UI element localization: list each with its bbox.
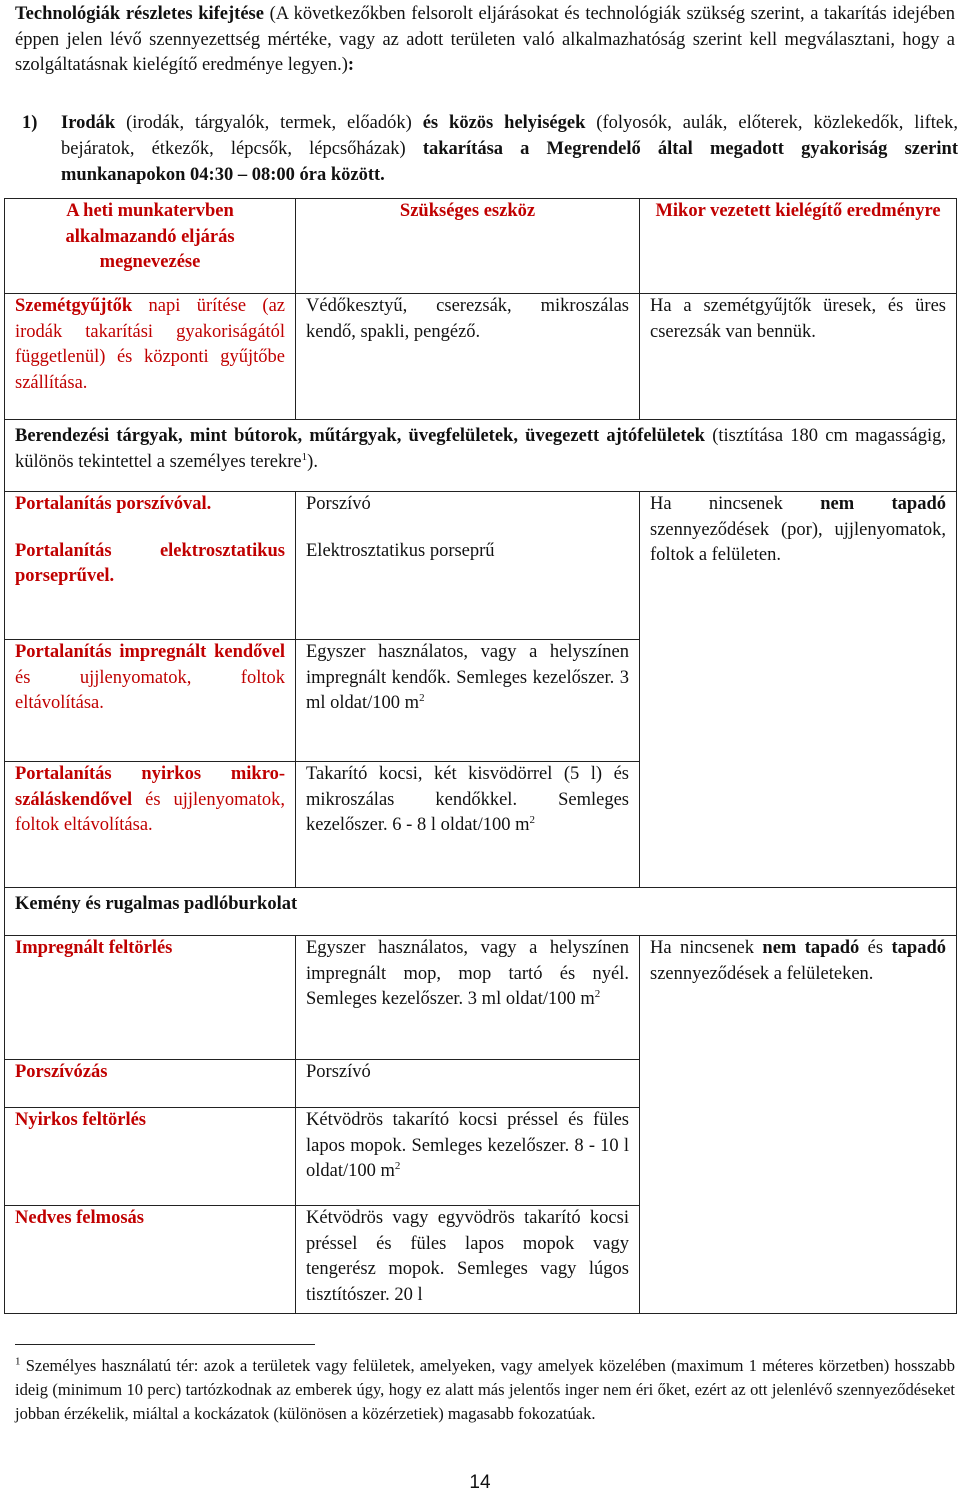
cell-bold: Portalanítás impregnált kendővel xyxy=(15,642,285,662)
cell-text: és xyxy=(859,938,892,958)
superscript: 2 xyxy=(394,1159,401,1172)
intro-text: (A következőkben felsorolt eljárásokat és technológiák szükség szerint, a takarítás idejében éppen jelen lévő szennyezettség mértéke, vagy az adott területen való alkalmazhatóság szerint kell megválasztani, hogy a szolgáltatásnak kielégítő eredménye legyen.) xyxy=(15,4,955,75)
table-cell xyxy=(296,640,640,762)
footnote xyxy=(15,1354,955,1426)
item-text-1: (irodák, tárgyalók, termek, előadók) xyxy=(115,113,423,133)
table-cell: Porszívó xyxy=(296,1060,640,1108)
cell-line: Portalanítás elektrosztatikus porseprűvel. xyxy=(15,540,285,586)
footnote-divider xyxy=(15,1344,315,1345)
table-header-cell: A heti munkatervben alkalmazandó eljárás megnevezése xyxy=(5,199,296,294)
table-cell: Védőkesztyű, cserezsák, mikroszálas kendő, spakli, pengéző. xyxy=(296,294,640,420)
item-bold-2: és közös helyiségek xyxy=(422,113,586,133)
table-cell xyxy=(5,294,296,420)
list-item-1 xyxy=(22,110,958,188)
table-row xyxy=(5,936,957,1060)
cell-text: szennyeződések a felületeken. xyxy=(650,963,874,984)
footnote-number: 1 xyxy=(15,1355,21,1368)
table-cell xyxy=(296,492,640,640)
cell-text: és ujjlenyomatok, foltok eltávolítása. xyxy=(15,667,285,713)
section-end: ). xyxy=(307,451,318,472)
procedure-table xyxy=(4,198,957,1314)
cell-bold: Szemétgyűjtők xyxy=(15,296,133,316)
item-bold-1: Irodák xyxy=(61,113,116,133)
table-cell xyxy=(640,492,957,888)
table-row xyxy=(5,492,957,640)
item-text-2: (folyosók, aulák, előterek, közlekedők, liftek, bejáratok, étkezők, lépcsők, lépcsőházak) xyxy=(61,113,958,159)
table-row xyxy=(5,294,957,420)
superscript: 2 xyxy=(529,813,535,826)
footnote-ref: 1 xyxy=(301,450,308,463)
table-cell: Ha a szemétgyűjtők üresek, és üres cserezsák van bennük. xyxy=(640,294,957,420)
section-row xyxy=(5,888,957,936)
table-cell xyxy=(296,1108,640,1206)
page-number: 14 xyxy=(469,1472,491,1493)
table-cell xyxy=(296,936,640,1060)
cell-line: Elektrosztatikus porseprű xyxy=(306,540,495,561)
table-cell: Impregnált feltörlés xyxy=(5,936,296,1060)
table-cell: Porszívózás xyxy=(5,1060,296,1108)
table-cell xyxy=(296,762,640,888)
item-bold-3: takarítása a Megrendelő által megadott gyakoriság szerint munkanapokon 04:30 – 08:00 óra között. xyxy=(61,139,958,185)
superscript: 2 xyxy=(594,987,601,1000)
cell-bold: nem tapadó xyxy=(820,494,946,514)
section-cell xyxy=(5,420,957,492)
footnote-text: Személyes használatú tér: azok a területek vagy felületek, amelyeken, vagy amelyek közelében (maximum 1 méteres körzetben) hosszabb ideig (minimum 10 perc) tartózkodnak az emberek úgy, hogy ez alatt más jelentős inger nem éri őket, ezért az ott jelenlévő szennyeződéseket jobban érzékelik, miáltal a kockázatok (különösen a közérzetiek) magasabb fokozatúak. xyxy=(15,1356,955,1423)
intro-colon: : xyxy=(347,55,355,75)
section-row xyxy=(5,420,957,492)
list-item-text xyxy=(61,110,958,188)
cell-line: Portalanítás porszívóval. xyxy=(15,494,212,514)
list-number: 1) xyxy=(22,113,38,133)
table-header-cell: Szükséges eszköz xyxy=(296,199,640,294)
table-cell xyxy=(5,492,296,640)
cell-bold: tapadó xyxy=(891,938,946,958)
cell-text: Kétvödrös takarító kocsi préssel és füles lapos mopok. Semleges kezelőszer. 8 - 10 l oldat/100 m xyxy=(306,1110,629,1181)
cell-text: és ujjlenyomatok, foltok eltávolítása. xyxy=(15,789,285,835)
cell-text: Ha nincsenek xyxy=(650,494,821,514)
table-cell: Nyirkos feltörlés xyxy=(5,1108,296,1206)
cell-bold: Portalanítás nyirkos mikro-száláskendővel xyxy=(15,764,285,810)
cell-text: Egyszer használatos, vagy a helyszínen impregnált kendők. Semleges kezelőszer. 3 ml oldat/100 m xyxy=(306,642,629,713)
table-cell: Nedves felmosás xyxy=(5,1206,296,1314)
intro-paragraph xyxy=(15,2,955,79)
cell-text: Ha nincsenek xyxy=(650,938,763,958)
superscript: 2 xyxy=(419,691,425,704)
cell-text: napi ürítése (az irodák takarítási gyakoriságától függetlenül) és központi gyűjtőbe szállítása. xyxy=(15,296,285,393)
table-header-row xyxy=(5,199,957,294)
cell-text: Egyszer használatos, vagy a helyszínen impregnált mop, mop tartó és nyél. Semleges kezelőszer. 3 ml oldat/100 m xyxy=(306,938,629,1009)
cell-text: szennyeződések (por), ujjlenyomatok, foltok a felületen. xyxy=(650,519,946,565)
table-cell: Kétvödrös vagy egyvödrös takarító kocsi préssel és füles lapos mopok vagy tengerész mopok. Semleges vagy lúgos tisztítószer. 20 l xyxy=(296,1206,640,1314)
cell-bold: nem tapadó xyxy=(762,938,860,958)
cell-line: Porszívó xyxy=(306,494,371,514)
table-cell xyxy=(640,936,957,1314)
cell-text: Takarító kocsi, két kisvödörrel (5 l) és mikroszálas kendőkkel. Semleges kezelőszer. 6 - 8 l oldat/100 m xyxy=(306,764,629,835)
table-cell xyxy=(5,762,296,888)
section-cell: Kemény és rugalmas padlóburkolat xyxy=(5,888,957,936)
section-bold: Berendezési tárgyak, mint bútorok, műtárgyak, üvegfelületek, üvegezett ajtófelületek xyxy=(15,426,705,446)
table-cell xyxy=(5,640,296,762)
section-text: (tisztítása 180 cm magasságig, különös tekintettel a személyes terekre xyxy=(15,426,947,472)
intro-heading: Technológiák részletes kifejtése xyxy=(15,4,264,24)
table-header-cell: Mikor vezetett kielégítő eredményre xyxy=(640,199,957,294)
